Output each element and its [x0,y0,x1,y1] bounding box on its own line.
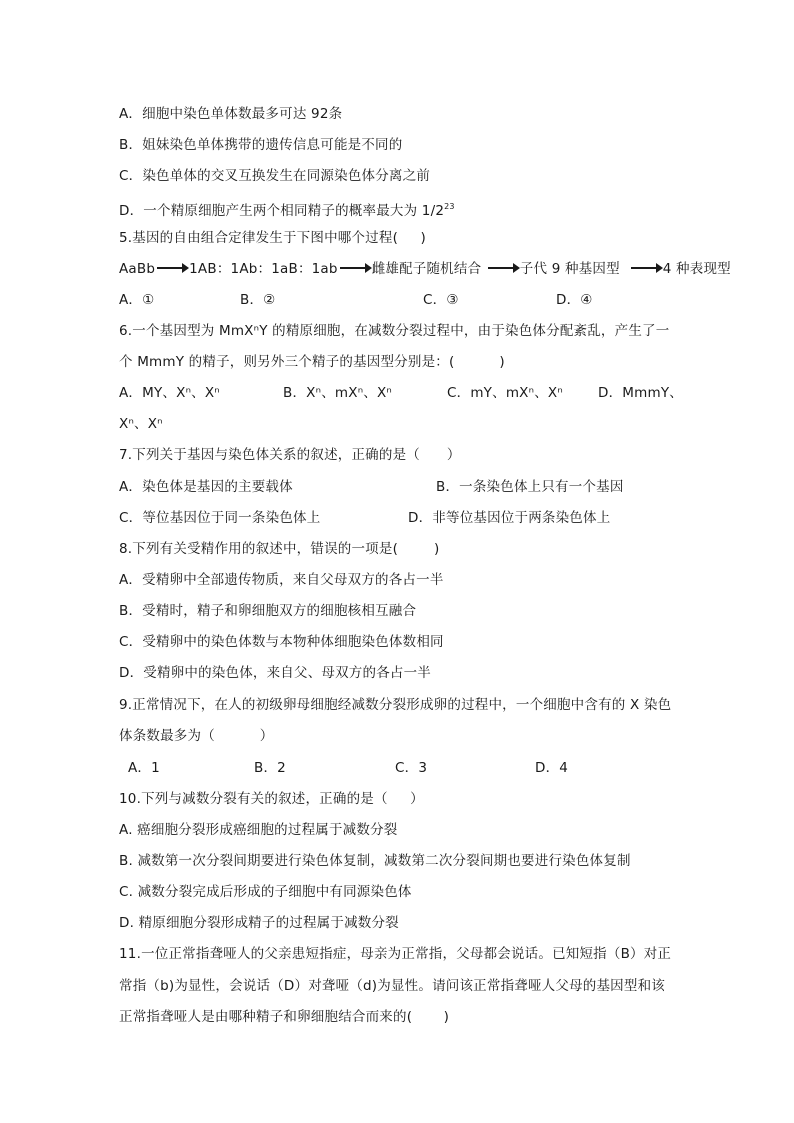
q10-option-a: A. 癌细胞分裂形成癌细胞的过程属于减数分裂 [119,822,398,838]
q5-step-phenotypes: 4 种表现型 [662,261,731,277]
q10-stem: 10.下列与减数分裂有关的叙述，正确的是（ ） [119,791,424,807]
q5-step-genotypes: 子代 9 种基因型 [519,261,620,277]
q9-option-c: C．3 [395,760,428,776]
q6-stem-line2: 个 MmmY 的精子，则另外三个精子的基因型分别是：( ) [119,354,505,370]
q7-option-b: B．一条染色体上只有一个基因 [436,479,624,495]
q7-option-d: D．非等位基因位于两条染色体上 [408,510,611,526]
q5-process-diagram [119,260,731,278]
q4-option-a: A．细胞中染色单体数最多可达 92条 [119,106,343,122]
q5-stem: 5.基因的自由组合定律发生于下图中哪个过程( ) [119,230,426,246]
arrow-icon [340,267,370,269]
q9-option-a: A．1 [128,760,160,776]
q8-stem: 8.下列有关受精作用的叙述中，错误的一项是( ) [119,541,440,557]
q6-option-d: D．MmmY、 [598,385,683,401]
q4-option-d-exponent: 23 [444,202,455,211]
q5-step-fertilization: 雌雄配子随机结合 [371,261,482,277]
q7-option-a: A．染色体是基因的主要载体 [119,479,293,495]
q4-option-c: C．染色单体的交叉互换发生在同源染色体分离之前 [119,168,431,184]
q9-stem-line2: 体条数最多为（ ） [119,728,274,744]
q8-option-b: B．受精时，精子和卵细胞双方的细胞核相互融合 [119,603,417,619]
q6-option-b: B．Xⁿ、mXⁿ、Xⁿ [283,385,392,401]
arrow-icon [157,267,187,269]
q5-option-a: A．① [119,292,155,308]
q6-option-a: A．MY、Xⁿ、Xⁿ [119,385,220,401]
q8-option-c: C．受精卵中的染色体数与本物种体细胞染色体数相同 [119,634,444,650]
q4-option-d [119,198,455,220]
q8-option-d: D．受精卵中的染色体，来自父、母双方的各占一半 [119,665,431,681]
q6-option-d-continued: Xⁿ、Xⁿ [119,416,163,432]
q5-step-parent: AaBb [119,261,156,277]
q7-stem: 7.下列关于基因与染色体关系的叙述，正确的是（ ） [119,447,461,463]
q9-option-d: D．4 [535,760,569,776]
q6-option-c: C．mY、mXⁿ、Xⁿ [447,385,563,401]
q11-stem-line2: 常指（b)为显性，会说话（D）对聋哑（d)为显性。请问该正常指聋哑人父母的基因型和该 [119,978,665,994]
arrow-icon [631,267,661,269]
q11-stem-line1: 11.一位正常指聋哑人的父亲患短指症，母亲为正常指，父母都会说话。已知短指（B）对正 [119,946,672,962]
q4-option-d-text: D．一个精原细胞产生两个相同精子的概率最大为 1/2 [119,203,445,219]
q5-step-gametes: 1AB：1Ab：1aB：1ab [189,261,338,277]
q9-stem-line1: 9.正常情况下，在人的初级卵母细胞经减数分裂形成卵的过程中，一个细胞中含有的 X 染色 [119,697,672,713]
q5-option-c: C．③ [423,292,459,308]
q10-option-c: C. 减数分裂完成后形成的子细胞中有同源染色体 [119,884,412,900]
q5-option-b: B．② [240,292,276,308]
q8-option-a: A．受精卵中全部遗传物质，来自父母双方的各占一半 [119,572,444,588]
q10-option-b: B. 减数第一次分裂间期要进行染色体复制，减数第二次分裂间期也要进行染色体复制 [119,853,631,869]
q5-option-d: D．④ [556,292,593,308]
q10-option-d: D. 精原细胞分裂形成精子的过程属于减数分裂 [119,915,399,931]
q6-stem-line1: 6.一个基因型为 MmXⁿY 的精原细胞，在减数分裂过程中，由于染色体分配紊乱，产生了一 [119,323,670,339]
arrow-icon [488,267,518,269]
q11-stem-line3: 正常指聋哑人是由哪种精子和卵细胞结合而来的( ) [119,1009,450,1025]
q4-option-b: B．姐妹染色单体携带的遗传信息可能是不同的 [119,137,403,153]
q7-option-c: C．等位基因位于同一条染色体上 [119,510,321,526]
q9-option-b: B．2 [254,760,286,776]
